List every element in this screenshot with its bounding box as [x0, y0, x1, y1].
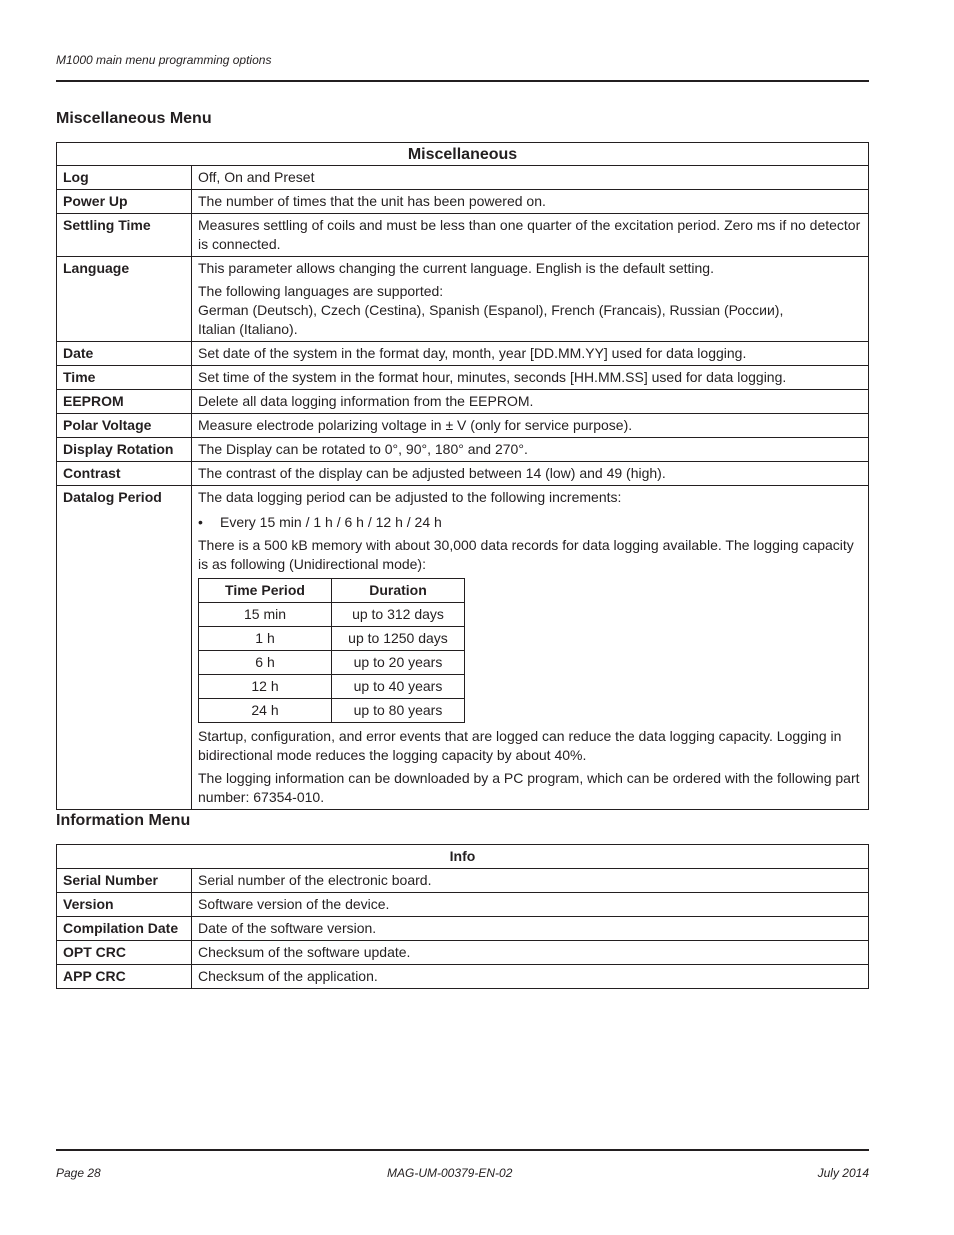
- row-key-polar-voltage: Polar Voltage: [57, 414, 192, 438]
- bullet-mark: •: [198, 514, 203, 530]
- datalog-bullet: [198, 513, 862, 532]
- header-rule: [56, 80, 869, 82]
- table-row: [57, 414, 869, 438]
- row-key-version: Version: [57, 893, 192, 917]
- row-key-date: Date: [57, 342, 192, 366]
- info-section-title: Information Menu: [56, 812, 191, 829]
- row-paragraph: The number of times that the unit has been powered on.: [198, 193, 546, 209]
- row-key-compilation-date: Compilation Date: [57, 917, 192, 941]
- row-key-display-rotation: Display Rotation: [57, 438, 192, 462]
- row-key-opt-crc: OPT CRC: [57, 941, 192, 965]
- capacity-table-body: [199, 603, 465, 723]
- datalog-download-note: The logging information can be downloaded by a PC program, which can be ordered with the following part number: 67354-010.: [198, 770, 860, 805]
- capacity-row: [199, 699, 465, 723]
- row-paragraph: Delete all data logging information from the EEPROM.: [198, 393, 534, 409]
- row-value-date: [192, 342, 869, 366]
- table-row: [57, 366, 869, 390]
- capacity-period: 15 min: [199, 603, 332, 627]
- row-paragraph: This parameter allows changing the current language. English is the default setting.: [198, 260, 714, 276]
- row-paragraph: Measure electrode polarizing voltage in ± V (only for service purpose).: [198, 417, 633, 433]
- capacity-row: [199, 675, 465, 699]
- table-row: [57, 438, 869, 462]
- table-row: [57, 342, 869, 366]
- table-row: [57, 257, 869, 342]
- running-header-title: M1000 main menu programming options: [56, 53, 272, 67]
- capacity-duration: up to 1250 days: [332, 627, 465, 651]
- capacity-header-duration: Duration: [332, 579, 465, 603]
- row-key-language: Language: [57, 257, 192, 342]
- row-key-contrast: Contrast: [57, 462, 192, 486]
- row-value-settling-time: [192, 214, 869, 257]
- capacity-duration: up to 40 years: [332, 675, 465, 699]
- misc-table-body: [57, 166, 869, 810]
- capacity-period: 1 h: [199, 627, 332, 651]
- row-value-language: [192, 257, 869, 342]
- row-paragraph: The Display can be rotated to 0°, 90°, 180° and 270°.: [198, 441, 528, 457]
- table-row: [57, 390, 869, 414]
- row-paragraph: German (Deutsch), Czech (Cestina), Spanish (Espanol), French (Francais), Russian (России),: [198, 302, 784, 318]
- datalog-capacity-note: Startup, configuration, and error events that are logged can reduce the data logging capacity. Logging in bidirectional mode reduces the logging capacity by about 40%.: [198, 728, 842, 763]
- bullet-text: Every 15 min / 1 h / 6 h / 12 h / 24 h: [220, 514, 442, 530]
- footer-rule: [56, 1149, 869, 1151]
- info-table-body: [57, 869, 869, 989]
- table-row: [57, 941, 869, 965]
- table-row: [57, 869, 869, 893]
- row-value-datalog-period: [192, 486, 869, 810]
- capacity-period: 24 h: [199, 699, 332, 723]
- row-key-settling-time: Settling Time: [57, 214, 192, 257]
- capacity-duration: up to 20 years: [332, 651, 465, 675]
- table-row: [57, 917, 869, 941]
- row-key-datalog-period: Datalog Period: [57, 486, 192, 810]
- row-value-serial-number: Serial number of the electronic board.: [192, 869, 869, 893]
- row-paragraph: Measures settling of coils and must be less than one quarter of the excitation period. Zero ms if no detector is connected.: [198, 217, 861, 252]
- table-row: [57, 214, 869, 257]
- capacity-duration: up to 80 years: [332, 699, 465, 723]
- row-key-log: Log: [57, 166, 192, 190]
- info-table: [56, 844, 869, 989]
- datalog-memory-note: There is a 500 kB memory with about 30,000 data records for data logging available. The logging capacity is as following (Unidirectional mode):: [198, 537, 854, 572]
- row-paragraph: Italian (Italiano).: [198, 321, 298, 337]
- row-value-app-crc: Checksum of the application.: [192, 965, 869, 989]
- capacity-period: 12 h: [199, 675, 332, 699]
- row-key-eeprom: EEPROM: [57, 390, 192, 414]
- capacity-row: [199, 627, 465, 651]
- capacity-table: [198, 578, 465, 723]
- row-value-compilation-date: Date of the software version.: [192, 917, 869, 941]
- row-paragraph: Set date of the system in the format day, month, year [DD.MM.YY] used for data logging.: [198, 345, 747, 361]
- table-row: [57, 965, 869, 989]
- row-key-time: Time: [57, 366, 192, 390]
- table-row: [57, 166, 869, 190]
- row-paragraph: Off, On and Preset: [198, 169, 315, 185]
- row-value-version: Software version of the device.: [192, 893, 869, 917]
- row-paragraph: Set time of the system in the format hour, minutes, seconds [HH.MM.SS] used for data logging.: [198, 369, 787, 385]
- capacity-row: [199, 651, 465, 675]
- misc-table-title: Miscellaneous: [57, 143, 869, 166]
- datalog-intro: The data logging period can be adjusted to the following increments:: [198, 489, 622, 505]
- footer-document-id: MAG-UM-00379-EN-02: [387, 1166, 513, 1180]
- row-value-contrast: [192, 462, 869, 486]
- row-key-power-up: Power Up: [57, 190, 192, 214]
- table-row: [57, 190, 869, 214]
- row-paragraph: The contrast of the display can be adjusted between 14 (low) and 49 (high).: [198, 465, 666, 481]
- table-row: [57, 462, 869, 486]
- row-value-polar-voltage: [192, 414, 869, 438]
- footer-page-number: Page 28: [56, 1166, 101, 1180]
- capacity-row: [199, 603, 465, 627]
- capacity-period: 6 h: [199, 651, 332, 675]
- row-value-display-rotation: [192, 438, 869, 462]
- table-row: [57, 486, 869, 810]
- row-value-time: [192, 366, 869, 390]
- info-table-title: Info: [57, 845, 869, 869]
- row-value-power-up: [192, 190, 869, 214]
- row-paragraph: The following languages are supported:: [198, 283, 444, 299]
- misc-section-title: Miscellaneous Menu: [56, 110, 212, 127]
- capacity-header-period: Time Period: [199, 579, 332, 603]
- row-value-log: [192, 166, 869, 190]
- misc-table: [56, 142, 869, 810]
- row-key-app-crc: APP CRC: [57, 965, 192, 989]
- capacity-duration: up to 312 days: [332, 603, 465, 627]
- table-row: [57, 893, 869, 917]
- row-value-eeprom: [192, 390, 869, 414]
- row-value-opt-crc: Checksum of the software update.: [192, 941, 869, 965]
- row-key-serial-number: Serial Number: [57, 869, 192, 893]
- footer-date: July 2014: [817, 1166, 869, 1180]
